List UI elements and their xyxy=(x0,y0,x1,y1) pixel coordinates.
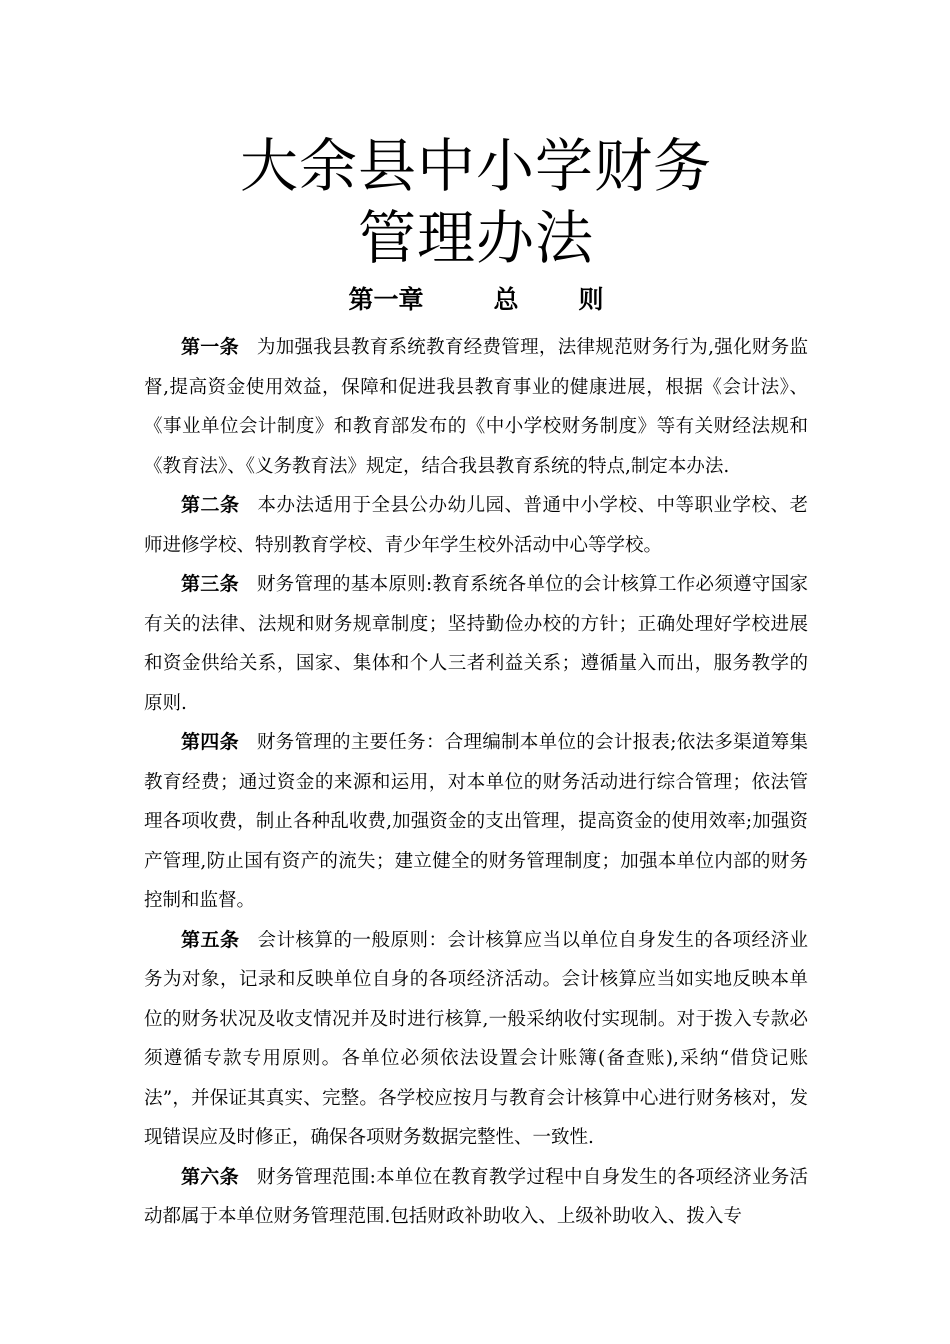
article-6 xyxy=(144,1158,808,1237)
document-title-line-1: 大余县中小学财务 xyxy=(239,132,712,200)
article-4 xyxy=(144,723,808,921)
article-5 xyxy=(144,921,808,1158)
article-text: 财务管理范围:本单位在教育教学过程中自身发生的各项经济业务活动都属于本单位财务管理范围.包括财政补助收入、上级补助收入、拨入专 xyxy=(144,1166,808,1227)
article-3 xyxy=(144,565,808,723)
article-text: 本办法适用于全县公办幼儿园、普通中小学校、中等职业学校、老师进修学校、特别教育学校、青少年学生校外活动中心等学校。 xyxy=(144,495,808,556)
chapter-number: 第一章 xyxy=(348,285,424,314)
chapter-heading xyxy=(144,280,808,320)
article-label: 第三条 xyxy=(181,573,239,595)
article-2 xyxy=(144,486,808,565)
article-label: 第二条 xyxy=(181,494,240,516)
article-label: 第六条 xyxy=(181,1165,239,1188)
article-text: 财务管理的基本原则:教育系统各单位的会计核算工作必须遵守国家有关的法律、法规和财务规章制度；坚持勤俭办校的方针；正确处理好学校进展和资金供给关系，国家、集体和个人三者利益关系；遵循量入而出，服务教学的原则. xyxy=(144,574,808,714)
document-page xyxy=(144,120,808,1237)
article-text: 财务管理的主要任务：合理编制本单位的会计报表;依法多渠道筹集教育经费；通过资金的来源和运用，对本单位的财务活动进行综合管理；依法管理各项收费，制止各种乱收费,加强资金的支出管理，提高资金的使用效率;加强资产管理,防止国有资产的流失；建立健全的财务管理制度；加强本单位内部的财务控制和监督。 xyxy=(144,732,808,911)
article-1 xyxy=(144,328,808,486)
article-text: 为加强我县教育系统教育经费管理，法律规范财务行为,强化财务监督,提高资金使用效益，保障和促进我县教育事业的健康进展，根据《会计法》、《事业单位会计制度》和教育部发布的《中小学校财务制度》等有关财经法规和《教育法》、《义务教育法》规定，结合我县教育系统的特点,制定本办法. xyxy=(144,337,808,477)
chapter-title-part-1: 总 xyxy=(493,285,519,314)
article-label: 第四条 xyxy=(181,731,239,753)
article-label: 第五条 xyxy=(181,928,240,951)
document-title-line-2: 管理办法 xyxy=(357,204,594,272)
chapter-title-part-2: 则 xyxy=(578,285,604,314)
article-text: 会计核算的一般原则：会计核算应当以单位自身发生的各项经济业务为对象，记录和反映单位自身的各项经济活动。会计核算应当如实地反映本单位的财务状况及收支情况并及时进行核算,一般采纳收付实现制。对于拨入专款必须遵循专款专用原则。各单位必须依法设置会计账簿(备查账),采纳“借贷记账法”，并保证其真实、完整。各学校应按月与教育会计核算中心进行财务核对，发现错误应及时修正，确保各项财务数据完整性、一致性. xyxy=(144,929,808,1148)
article-label: 第一条 xyxy=(181,336,239,358)
